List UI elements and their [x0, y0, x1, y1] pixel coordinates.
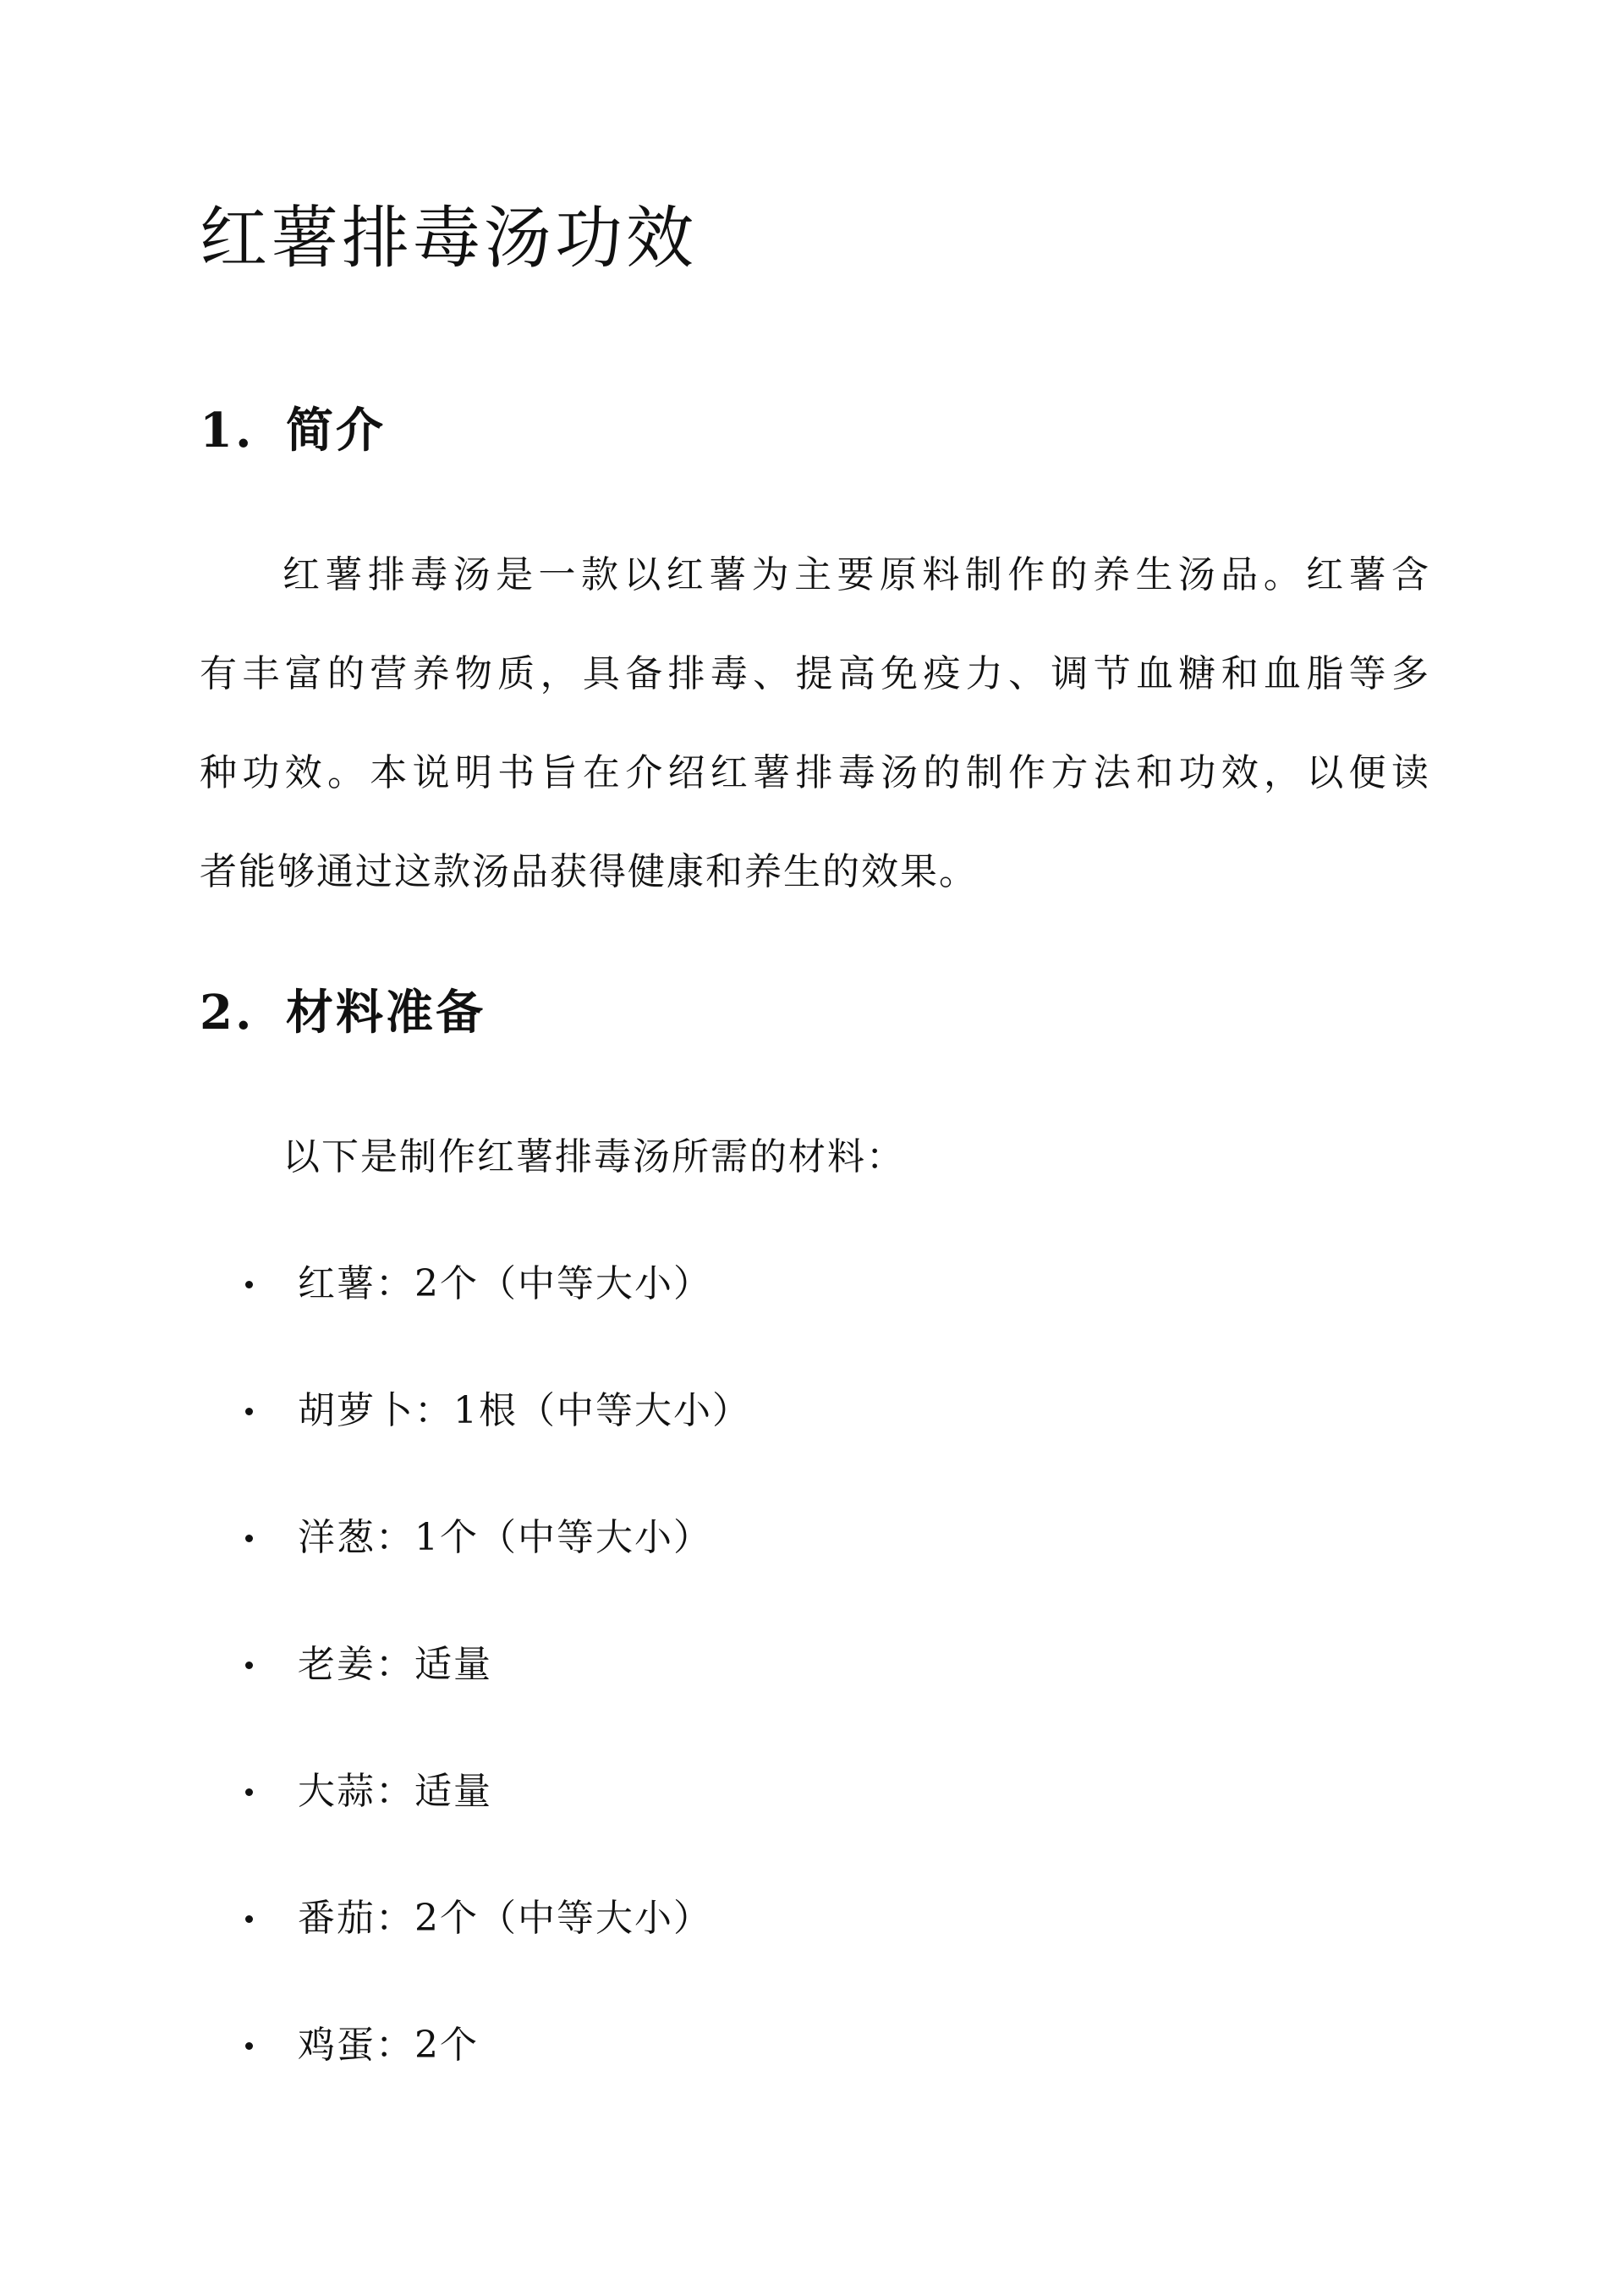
intro-paragraph-line: 者能够通过这款汤品获得健康和养生的效果。 — [200, 850, 978, 893]
bullet-icon — [245, 2042, 253, 2050]
document-title: 红薯排毒汤功效 — [200, 199, 697, 277]
section-number: 2. — [200, 985, 255, 1041]
list-item-text: 番茄：2个（中等大小） — [298, 1897, 712, 1940]
intro-paragraph-line: 种功效。本说明书旨在介绍红薯排毒汤的制作方法和功效，以便读 — [200, 751, 1430, 794]
bullet-icon — [245, 1281, 253, 1288]
bullet-icon — [245, 1662, 253, 1669]
bullet-icon — [245, 1535, 253, 1542]
list-item-text: 鸡蛋：2个 — [298, 2024, 479, 2067]
section-heading-materials — [200, 983, 486, 1042]
intro-paragraph-line: 有丰富的营养物质，具备排毒、提高免疫力、调节血糖和血脂等多 — [200, 652, 1430, 695]
section-heading-intro — [200, 401, 386, 460]
list-item-text: 胡萝卜：1根（中等大小） — [298, 1389, 751, 1432]
bullet-icon — [245, 1915, 253, 1923]
section-title: 简介 — [286, 403, 386, 459]
section-title: 材料准备 — [286, 985, 486, 1041]
list-item-text: 洋葱：1个（中等大小） — [298, 1516, 712, 1559]
list-item-text: 老姜：适量 — [298, 1643, 492, 1686]
bullet-icon — [245, 1788, 253, 1796]
intro-paragraph-line: 红薯排毒汤是一款以红薯为主要原料制作的养生汤品。红薯含 — [283, 553, 1430, 596]
materials-lead-text: 以下是制作红薯排毒汤所需的材料： — [283, 1135, 905, 1178]
list-item-text: 红薯：2个（中等大小） — [298, 1262, 712, 1305]
list-item-text: 大蒜：适量 — [298, 1770, 492, 1813]
section-number: 1. — [200, 403, 255, 459]
bullet-icon — [245, 1408, 253, 1415]
